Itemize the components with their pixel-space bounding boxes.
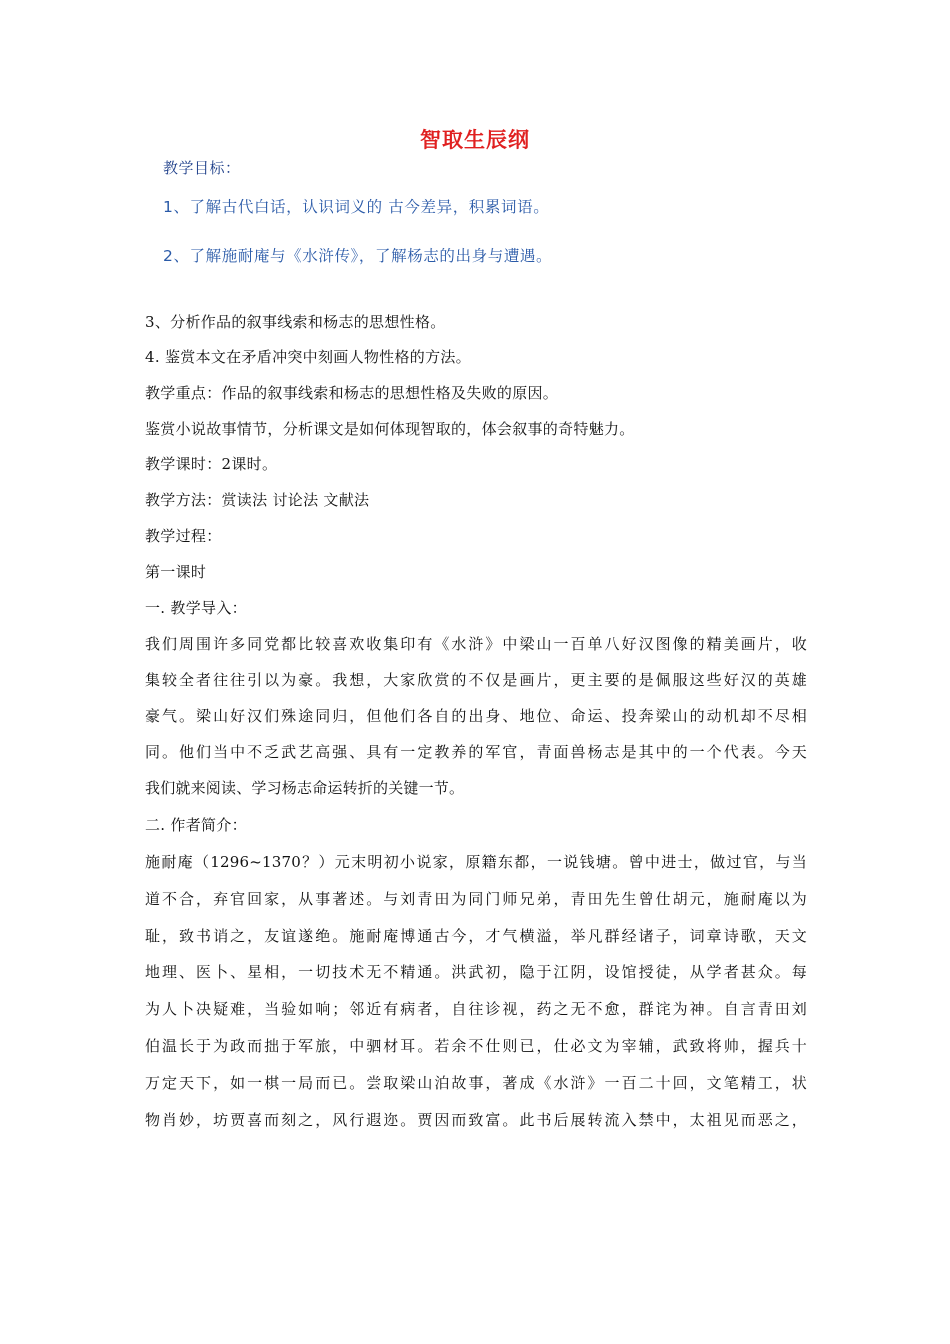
page-title: 智取生辰纲 (420, 128, 530, 152)
teaching-methods: 教学方法：赏读法 讨论法 文献法 (145, 491, 370, 509)
paragraph-line: 施耐庵（1296~1370？）元末明初小说家，原籍东都，一说钱塘。曾中进士，做过官，与当 (145, 853, 807, 871)
objective-item-3: 3、分析作品的叙事线索和杨志的思想性格。 (145, 313, 446, 331)
paragraph-line: 我们周围许多同党都比较喜欢收集印有《水浒》中梁山一百单八好汉图像的精美画片，收 (145, 635, 807, 653)
objective-item-1: 1、了解古代白话，认识词义的 古今差异，积累词语。 (163, 198, 550, 216)
paragraph-line: 耻，致书诮之，友谊遂绝。施耐庵博通古今，才气横溢，举凡群经诸子，词章诗歌，天文 (145, 927, 807, 945)
paragraph-line: 我们就来阅读、学习杨志命运转折的关键一节。 (145, 779, 465, 797)
paragraph-line: 同。他们当中不乏武艺高强、具有一定教养的军官，青面兽杨志是其中的一个代表。今天 (145, 743, 807, 761)
objective-item-4: 4. 鉴赏本文在矛盾冲突中刻画人物性格的方法。 (145, 348, 471, 366)
objective-item-2: 2、了解施耐庵与《水浒传》，了解杨志的出身与遭遇。 (163, 247, 553, 265)
teaching-focus: 教学重点：作品的叙事线索和杨志的思想性格及失败的原因。 (145, 384, 559, 402)
teaching-process: 教学过程： (145, 527, 222, 545)
paragraph-line: 物肖妙，坊贾喜而刻之，风行遐迩。贾因而致富。此书后展转流入禁中，太祖见而恶之， (145, 1111, 807, 1129)
intro-heading: 一. 教学导入： (145, 599, 247, 617)
paragraph-line: 万定天下，如一棋一局而已。尝取梁山泊故事，著成《水浒》一百二十回，文笔精工，状 (145, 1074, 807, 1092)
paragraph-line: 集较全者往往引以为豪。我想，大家欣赏的不仅是画片，更主要的是佩服这些好汉的英雄 (145, 671, 807, 689)
objectives-heading: 教学目标： (163, 159, 241, 177)
paragraph-line: 道不合，弃官回家，从事著述。与刘青田为同门师兄弟，青田先生曾仕胡元，施耐庵以为 (145, 890, 807, 908)
paragraph-line: 豪气。梁山好汉们殊途同归，但他们各自的出身、地位、命运、投奔梁山的动机却不尽相 (145, 707, 807, 725)
lesson-one-heading: 第一课时 (145, 563, 207, 581)
paragraph-line: 伯温长于为政而拙于军旅，中驷材耳。若余不仕则已，仕必文为宰辅，武致将帅，握兵十 (145, 1037, 807, 1055)
teaching-focus-2: 鉴赏小说故事情节，分析课文是如何体现智取的，体会叙事的奇特魅力。 (145, 420, 635, 438)
paragraph-line: 为人卜决疑难，当验如响；邻近有病者，自往诊视，药之无不愈，群诧为神。自言青田刘 (145, 1000, 807, 1018)
author-heading: 二. 作者简介： (145, 816, 247, 834)
teaching-hours: 教学课时：2课时。 (145, 455, 278, 473)
paragraph-line: 地理、医卜、星相，一切技术无不精通。洪武初，隐于江阴，设馆授徒，从学者甚众。每 (145, 963, 807, 981)
